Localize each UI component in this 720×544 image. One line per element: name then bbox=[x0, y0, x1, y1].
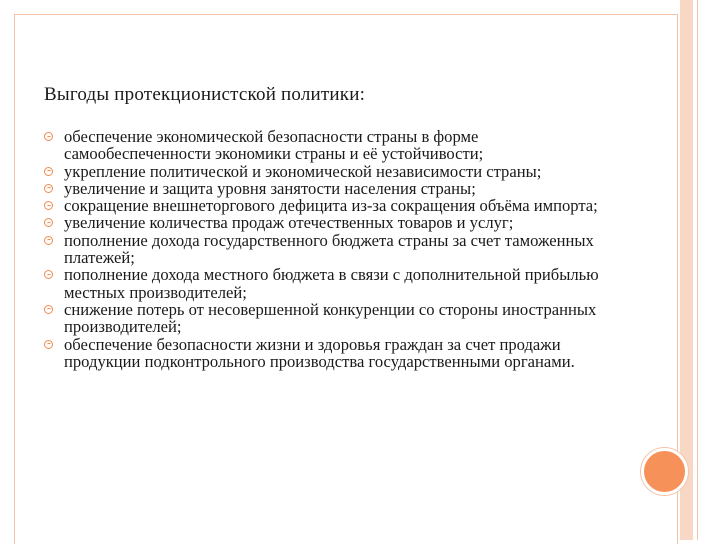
list-item bbox=[44, 232, 624, 267]
circle-bullet-icon bbox=[44, 218, 53, 227]
circle-bullet-icon bbox=[44, 201, 53, 210]
list-item bbox=[44, 163, 624, 180]
circle-bullet-icon bbox=[44, 236, 53, 245]
circle-bullet-icon bbox=[44, 167, 53, 176]
bullet-text: пополнение дохода местного бюджета в связи с дополнительной прибылью местных производителей; bbox=[64, 265, 599, 302]
bullet-text: увеличение количества продаж отечественных товаров и услуг; bbox=[64, 213, 514, 233]
list-item bbox=[44, 301, 624, 336]
bullet-text: увеличение и защита уровня занятости населения страны; bbox=[64, 178, 476, 198]
list-item bbox=[44, 336, 624, 371]
bullet-text: пополнение дохода государственного бюджета страны за счет таможенных платежей; bbox=[64, 230, 594, 268]
orange-circle-decoration bbox=[641, 448, 688, 495]
list-item bbox=[44, 197, 624, 214]
list-item bbox=[44, 128, 624, 163]
bullet-text: снижение потерь от несовершенной конкуренции со стороны иностранных производителей; bbox=[64, 299, 597, 337]
bullet-text: сокращение внешнеторгового дефицита из-за сокращения объёма импорта; bbox=[64, 196, 598, 216]
circle-bullet-icon bbox=[44, 270, 53, 279]
circle-bullet-icon bbox=[44, 132, 53, 141]
bullet-text: обеспечение экономической безопасности страны в форме самообеспеченности экономики страны и её устойчивости; bbox=[64, 127, 484, 164]
bullet-text: обеспечение безопасности жизни и здоровья граждан за счет продажи продукции подконтрольного производства государственными органами. bbox=[64, 334, 575, 371]
slide-title: Выгоды протекционистской политики: bbox=[44, 84, 366, 105]
list-item bbox=[44, 214, 624, 231]
circle-bullet-icon bbox=[44, 305, 53, 314]
side-line bbox=[697, 0, 698, 540]
list-item bbox=[44, 266, 624, 301]
circle-bullet-icon bbox=[44, 184, 53, 193]
bullet-list bbox=[44, 128, 624, 370]
list-item bbox=[44, 180, 624, 197]
circle-bullet-icon bbox=[44, 340, 53, 349]
bullet-text: укрепление политической и экономической независимости страны; bbox=[64, 161, 542, 181]
